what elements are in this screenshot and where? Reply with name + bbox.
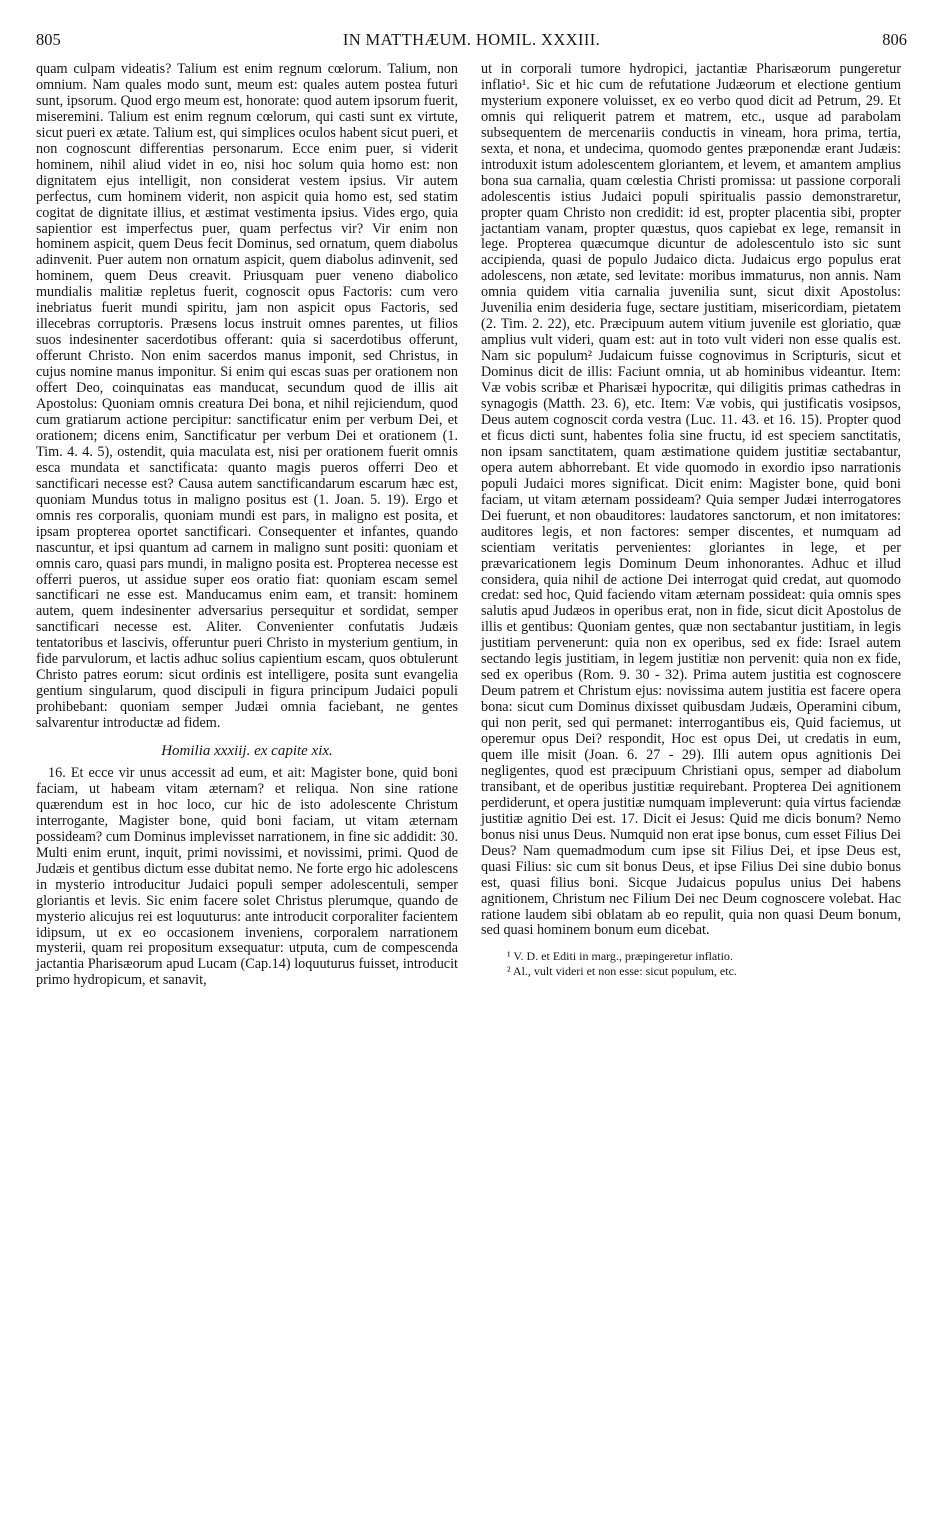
right-paragraph-1: ut in corporali tumore hydropici, jactantiæ Pharisæorum pungeretur inflatio¹. Sic et hic cum de refutatione Judæorum et electione gentium mysterium exponere voluisset, ex eo verbo quod dicit ad Petrum, 29. Et omnis qui reliquerit patrem et matrem, etc., usque ad parabolam subsequentem de mercenariis conductis in vineam, hora prima, tertia, sexta, et nona, et undecima, quomodo gentes præponendæ erant Judæis: introduxit istum adolescentem gloriantem, et levem, et amantem amplius bona sua carnalia, quam cœlestia Christi promissa: ut passione corporali adolescentis istius Judaici populi spiritualis passio demonstraretur, propter quam Christo non credidit: id est, propter placentia sibi, propter jactantiam vanam, propter quæstus, quos capiebat ex lege, remansit in lege. Propterea quæcumque dicuntur de adolescentulo isto sic sunt accipienda, quasi de populo Judaico dicta. Judaicus ergo populus erat adolescens, non ætate, sed levitate: moribus immaturus, non annis. Nam omnia quidem vitia carnalia juvenilia sunt, sicut dixit Apostolus: Juvenilia enim desideria fuge, sectare justitiam, misericordiam, pietatem (2. Tim. 2. 22), etc. Præcipuum autem vitium juvenile est gloriatio, quæ amplius vult videri, quam est: aut in toto vult videri non esse qualis est. Nam sic populum² Judaicum fuisse cognovimus in Scripturis, sicut et Dominus dicit de illis: Faciunt omnia, ut ab hominibus videantur. Item: Væ vobis scribæ et Pharisæi hypocritæ, qui diligitis primas cathedras in synagogis (Matth. 23. 6), etc. Item: Væ vobis, qui justificatis vosipsos, Deus autem cognoscit corda vestra (Luc. 11. 43. et 16. 15). Propter quod et ficus dicti sunt, habentes folia sine fructu, id est speciem sanctitatis, non ipsam sanctitatem, quam æstimatione quidem justitiæ sectabantur, opera autem abhorrebant. Et vide quomodo in exordio ipso narrationis populi Judaici mores significat. Dicit enim: Magister bone, quid boni faciam, ut vitam æternam possideam? Quia semper Judæi interrogatores Dei fuerunt, et non obauditores: laudatores sanctorum, et non imitatores: auditores legis, et non factores: semper discentes, et numquam ad scientiam veritatis pervenientes: gloriantes in lege, et per prævaricationem legis Dominum Deum inhonorantes. Adhuc et illud considera, quia nihil de actione Dei interrogat quid credat, aut quomodo credat: sed hoc, Quid faciendo vitam æternam possideat: quia omnis spes salutis apud Judæos in operibus erat, non in fide, sicut dicit Apostolus de illis et gentibus: Quoniam gentes, quæ non sectabantur justitiam, in legis justitiam pervenerunt: quia non ex operibus, sed ex fide: Israel autem sectando legis justitiam, in legem justitiæ non pervenit: quia non ex fide, sed ex operibus (Rom. 9. 30 - 32). Prima autem justitia est cognoscere Deum patrem et Christum ejus: novissima autem justitia est facere opera bona: sicut cum Dominus dixisset quibusdam Judæis, Operamini cibum, qui non perit, sed qui permanet: interrogantibus eis, Quid faciemus, ut operemur opus Dei? respondit, Hoc est opus Dei, ut credatis in eum, quem ille misit (Joan. 6. 27 - 29). Illi autem opus agnitionis Dei negligentes, quod est præcipuum Christiani opus, semper ad diabolum transibant, et de operibus justitiæ requirebant. Propterea Dei agnitionem perdiderunt, et opera justitiæ numquam impleverunt: quia virtus faciendæ justitiæ agnitio Dei est. 17. Dicit ei Jesus: Quid me dicis bonum? Nemo bonus nisi unus Deus. Numquid non erat ipse bonus, cum esset Filius Dei Deus? Nam quemadmodum cum ipse sit Filius Dei, et ipse Deus est, quasi Filius: sic cum sit bonus Deus, et ipse Filius Dei sine dubio bonus est, quasi filius boni. Sicque Judaicus populus unius Dei habens agnitionem, Christum nec Filium Dei nec Deum cognoscere volebat. Hac ratione laudem sibi oblatam ab eo repulit, quia non quasi Deum bonum, sed quasi hominem bonum eum dicebat.	[481, 61, 901, 939]
footnotes	[481, 949, 901, 979]
right-column	[481, 62, 901, 979]
page-number-left: 805	[36, 30, 61, 49]
left-paragraph-2: 16. Et ecce vir unus accessit ad eum, et ait: Magister bone, quid boni faciam, ut habeam vitam æternam? et reliqua. Non sine ratione quærendum est in hoc loco, cur hic de isto adolescente Christum interrogante, Magister bone, quid boni faciam, ut vitam æternam possideam? cum Dominus implevisset narrationem, in fine sic addidit: 30. Multi enim erunt, inquit, primi novissimi, et novissimi, primi. Quod de Judæis et gentibus dictum esse dubitat nemo. Ne forte ergo hic adolescens in mysterio introducitur Judaici populi semper adolescentuli, semper gloriantis et levis. Sic enim facere solet Christus plerumque, quando de mysterio alicujus rei est loquuturus: ante introducit corporaliter facientem idipsum, ut ex eo occasionem inveniens, corporalem narrationem mysterii, quam rei propositum exsequatur: utputa, cum de compescenda jactantia Pharisæorum apud Lucam (Cap.14) loquuturus fuisset, introducit primo hydropicum, et sanavit,	[36, 764, 458, 989]
footnote-1: ¹ V. D. et Editi in marg., præpingeretur inflatio.	[507, 949, 733, 964]
homily-title: Homilia xxxiij. ex capite xix.	[161, 743, 333, 760]
running-header	[36, 30, 907, 56]
footnote-2: ² Al., vult videri et non esse: sicut populum, etc.	[507, 964, 737, 979]
left-column	[36, 62, 458, 989]
running-title: IN MATTHÆUM. HOMIL. XXXIII.	[342, 30, 601, 49]
left-paragraph-1: quam culpam videatis? Talium est enim regnum cœlorum. Talium, non omnium. Nam quales modo sunt, meum est: quales autem postea futuri sunt, ipsorum. Quod ergo meum est, honorate: quod autem ipsorum fuerit, miseremini. Talium est enim regnum cœlorum, qui casti sunt ex virtute, sicut pueri ex ætate. Talium est, qui simplices oculos habent sicut pueri, et non cognoscunt differentias personarum. Ecce enim puer, si viderit hominem, nihil aliud videt in eo, nisi hoc solum quia homo est: non dignitatem ejus intelligit, non considerat vestem ipsius. Vir autem perfectus, cum hominem viderit, non aspicit quia homo est, sed statim cogitat de dignitate illius, et æstimat vestimenta ipsius. Vides ergo, quia sapientior est imperfectus puer, quam perfectus vir? Vir enim non hominem aspicit, quem Deus fecit Dominus, sed ornatum, quem diabolus adinvenit. Puer autem non ornatum aspicit, quem diabolus adinvenit, sed hominem, quem Deus creavit. Priusquam puer veneno diabolico mundialis malitiæ repletus fuerit, cognoscit opus Factoris: cum vero inebriatus fuerit mundi spiritu, jam non aspicit opus Factoris, sed illecebras corruptoris. Præsens locus instruit omnes parentes, ut filios suos indesinenter sacerdotibus offerant: quia si sacerdotibus offerunt, offerunt Christo. Non enim sacerdos manus imponit, sed Christus, in cujus nomine manus imponitur. Si enim qui escas suas per orationem non offert Deo, coinquinatas eas manducat, secundum quod de illis ait Apostolus: Quoniam omnis creatura Dei bona, et nihil rejiciendum, quod cum gratiarum actione percipitur: sanctificatur enim per verbum Dei, et orationem; dicens enim, Sanctificatur per verbum Dei et orationem (1. Tim. 4. 4. 5), ostendit, quia maculata est, nisi per orationem fuerit omnis esca mundata et sanctificata: quanto magis pueros offerri Deo et sanctificari necesse est? Causa autem sanctificandarum escarum hæc est, quoniam Mundus totus in maligno positus est (1. Joan. 5. 19). Ergo et omnis res corporalis, quoniam mundi est pars, in maligno est posita, et ipsam propterea oportet sanctificari. Consequenter et infantes, quando nascuntur, et ipsi quantum ad carnem in maligno sunt positi: quoniam et omnis caro, quasi pars mundi, in maligno posita est. Propterea necesse est offerri pueros, ut assidue super eos oratio fiat: quoniam escam semel sanctificari ne esse est. Manducamus enim eam, et transit: hominem autem, quem indesinenter adversarius persequitur et sordidat, semper sanctificari necesse est. Aliter. Convenienter confutatis Judæis tentatoribus et lascivis, offeruntur pueri Christo in mysterium gentium, in fide parvulorum, et lactis adhuc solius capientium escam, quos obtulerunt Christo patres eorum: sicut ordinis est intelligere, posita sunt evangelia gentium singularum, quod discipuli in figura principum Judaici populi prohibebant: quoniam semper Judæi omnia faciebant, ne gentes salvarentur introductæ ad fidem.	[36, 61, 458, 732]
page-number-right: 806	[882, 30, 907, 49]
